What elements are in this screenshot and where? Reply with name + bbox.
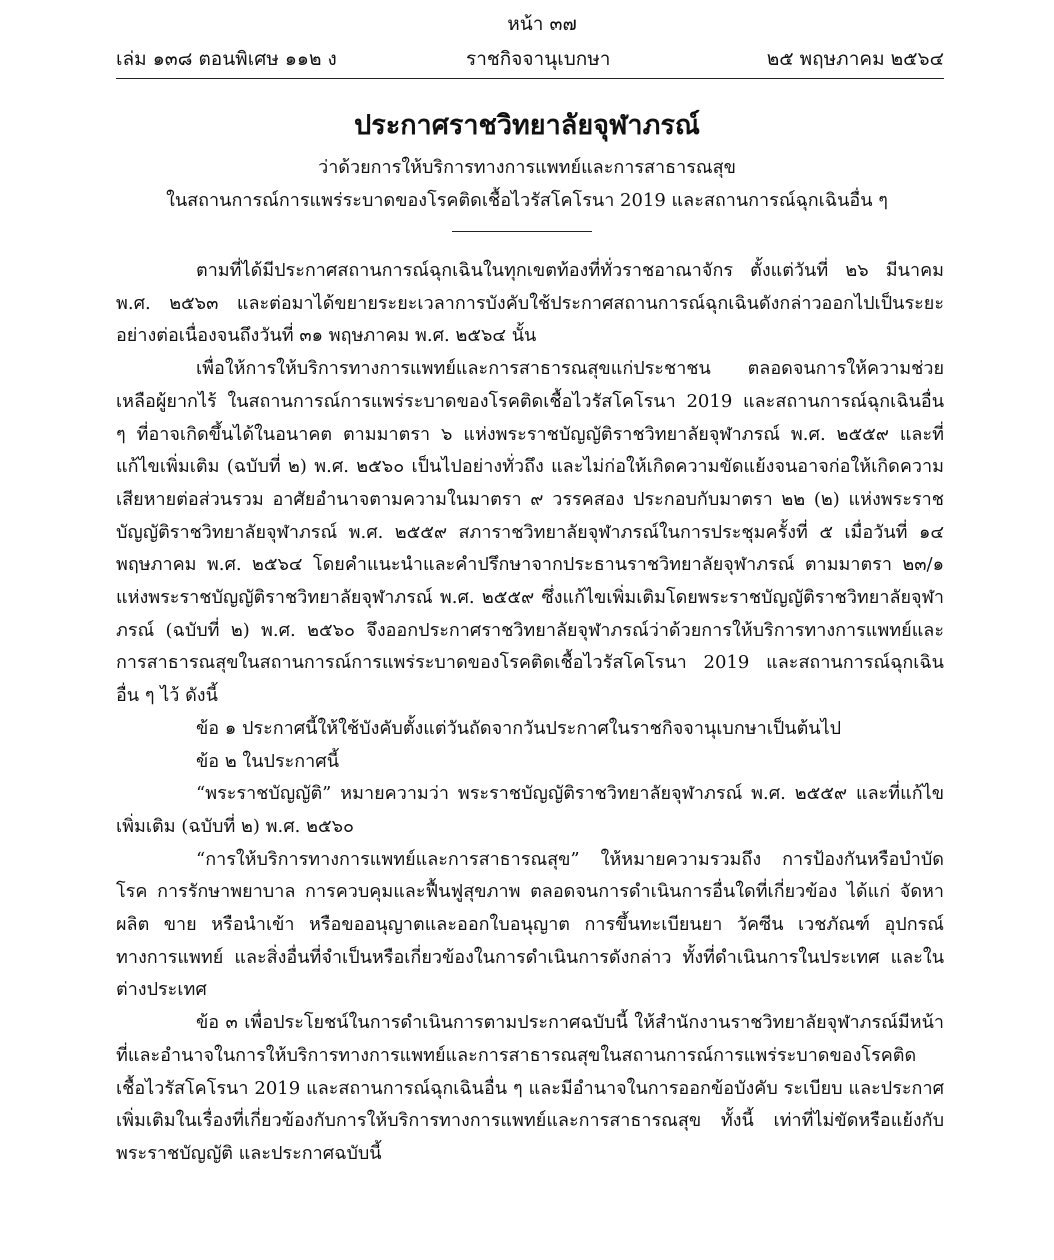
document-subtitle-line2: ในสถานการณ์การแพร่ระบาดของโรคติดเชื้อไวรัสโคโรนา 2019 และสถานการณ์ฉุกเฉินอื่น ๆ: [166, 190, 888, 211]
clause-2: ข้อ ๒ ในประกาศนี้: [196, 750, 340, 772]
paragraph-authority: เพื่อให้การให้บริการทางการแพทย์และการสาธารณสุขแก่ประชาชน ตลอดจนการให้ความช่วยเหลือผู้ยากไร้ ในสถานการณ์การแพร่ระบาดของโรคติดเชื้อไวรัสโคโรนา 2019 และสถานการณ์ฉุกเฉินอื่น ๆ ที่อาจเกิดขึ้นได้ในอนาคต ตามมาตรา ๖ แห่งพระราชบัญญัติราชวิทยาลัยจุฬาภรณ์ พ.ศ. ๒๕๕๙ และที่แก้ไขเพิ่มเติม (ฉบับที่ ๒) พ.ศ. ๒๕๖๐ เป็นไปอย่างทั่วถึง และไม่ก่อให้เกิดความขัดแย้งจนอาจก่อให้เกิดความเสียหายต่อส่วนรวม อาศัยอำนาจตามความในมาตรา ๙ วรรคสอง ประกอบกับมาตรา ๒๒ (๒) แห่งพระราชบัญญัติราชวิทยาลัยจุฬาภรณ์ พ.ศ. ๒๕๕๙ สภาราชวิทยาลัยจุฬาภรณ์ในการประชุมครั้งที่ ๕ เมื่อวันที่ ๑๔ พฤษภาคม พ.ศ. ๒๕๖๔ โดยคำแนะนำและคำปรึกษาจากประธานราชวิทยาลัยจุฬาภรณ์ ตามมาตรา ๒๓/๑ แห่งพระราชบัญญัติราชวิทยาลัยจุฬาภรณ์ พ.ศ. ๒๕๕๙ ซึ่งแก้ไขเพิ่มเติมโดยพระราชบัญญัติราชวิทยาลัยจุฬาภรณ์ (ฉบับที่ ๒) พ.ศ. ๒๕๖๐ จึงออกประกาศราชวิทยาลัยจุฬาภรณ์ว่าด้วยการให้บริการทางการแพทย์และการสาธารณสุขในสถานการณ์การแพร่ระบาดของโรคติดเชื้อไวรัสโคโรนา 2019 และสถานการณ์ฉุกเฉินอื่น ๆ ไว้ ดังนี้: [116, 358, 944, 707]
clause-1: ข้อ ๑ ประกาศนี้ให้ใช้บังคับตั้งแต่วันถัดจากวันประกาศในราชกิจจานุเบกษาเป็นต้นไป: [196, 717, 842, 739]
page-number: หน้า ๓๗: [507, 13, 577, 35]
volume-issue: เล่ม ๑๓๘ ตอนพิเศษ ๑๑๒ ง: [116, 48, 337, 70]
document-body: [116, 255, 944, 1171]
gazette-header: [116, 46, 944, 72]
clause-3: ข้อ ๓ เพื่อประโยชน์ในการดำเนินการตามประกาศฉบับนี้ ให้สำนักงานราชวิทยาลัยจุฬาภรณ์มีหน้าที่และอำนาจในการให้บริการทางการแพทย์และการสาธารณสุขในสถานการณ์การแพร่ระบาดของโรคติดเชื้อไวรัสโคโรนา 2019 และสถานการณ์ฉุกเฉินอื่น ๆ และมีอำนาจในการออกข้อบังคับ ระเบียบ และประกาศเพิ่มเติมในเรื่องที่เกี่ยวข้องกับการให้บริการทางการแพทย์และการสาธารณสุข ทั้งนี้ เท่าที่ไม่ขัดหรือแย้งกับพระราชบัญญัติ และประกาศฉบับนี้: [116, 1012, 944, 1164]
gazette-name: ราชกิจจานุเบกษา: [466, 48, 611, 70]
definition-act: “พระราชบัญญัติ” หมายความว่า พระราชบัญญัติราชวิทยาลัยจุฬาภรณ์ พ.ศ. ๒๕๕๙ และที่แก้ไขเพิ่มเติม (ฉบับที่ ๒) พ.ศ. ๒๕๖๐: [116, 783, 944, 837]
definition-medical-service: “การให้บริการทางการแพทย์และการสาธารณสุข” ให้หมายความรวมถึง การป้องกันหรือบำบัดโรค การรักษาพยาบาล การควบคุมและฟื้นฟูสุขภาพ ตลอดจนการดำเนินการอื่นใดที่เกี่ยวข้อง ได้แก่ จัดหา ผลิต ขาย หรือนำเข้า หรือขออนุญาตและออกใบอนุญาต การขึ้นทะเบียนยา วัคซีน เวชภัณฑ์ อุปกรณ์ทางการแพทย์ และสิ่งอื่นที่จำเป็นหรือเกี่ยวข้องในการดำเนินการดังกล่าว ทั้งที่ดำเนินการในประเทศ และในต่างประเทศ: [116, 848, 944, 1001]
document-title: ประกาศราชวิทยาลัยจุฬาภรณ์: [354, 110, 700, 141]
publication-date: ๒๕ พฤษภาคม ๒๕๖๔: [766, 48, 944, 70]
paragraph-preamble: ตามที่ได้มีประกาศสถานการณ์ฉุกเฉินในทุกเขตท้องที่ทั่วราชอาณาจักร ตั้งแต่วันที่ ๒๖ มีนาคม พ.ศ. ๒๕๖๓ และต่อมาได้ขยายระยะเวลาการบังคับใช้ประกาศสถานการณ์ฉุกเฉินดังกล่าวออกไปเป็นระยะอย่างต่อเนื่องจนถึงวันที่ ๓๑ พฤษภาคม พ.ศ. ๒๕๖๔ นั้น: [116, 260, 944, 347]
header-divider: [116, 78, 944, 79]
document-subtitle-line1: ว่าด้วยการให้บริการทางการแพทย์และการสาธารณสุข: [318, 157, 736, 178]
title-divider: [452, 231, 592, 232]
